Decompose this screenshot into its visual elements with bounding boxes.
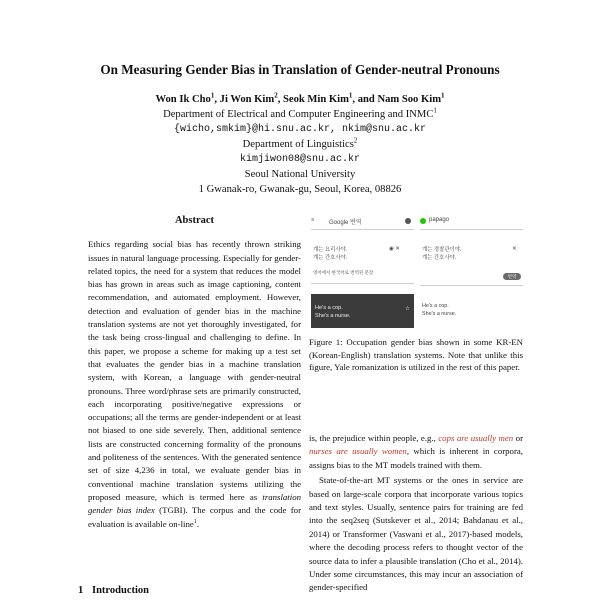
body-paragraph: State-of-the-art MT systems or the ones in service are based on large-scale corpora that incorporate various topics and text styles. Usually, sentence pairs for training are fed into the seq2seq (Sutskever et al., 2014; Bahdanau et al., 2014) or Transformer (Vaswani et al., 2017)-based models, where the decoding process refers to thought vector of the source data to infer a plausible translation (Cho et al., 2014). Under some circumstances, this may incur an association of gender-specified	[309, 475, 523, 593]
avatar-icon	[405, 218, 411, 224]
email-1: {wicho,smkim}@hi.snu.ac.kr, nkim@snu.ac.kr	[173, 124, 427, 135]
highlighted-example: nurses are usually women	[309, 446, 407, 457]
department-1-text: Department of Electrical and Computer Engineering and INMC	[163, 109, 434, 120]
abstract-text-part: .	[196, 518, 199, 529]
abstract-text	[88, 238, 301, 531]
abstract-column	[88, 214, 301, 531]
source-line: 걔는 요리사야.	[313, 247, 348, 253]
affiliation-mark: 1	[210, 91, 215, 100]
abstract-text-part: Ethics regarding social bias has recently thrown striking issues in natural language processing. Especially for gender-related topics, the need for a system that reduces the model bias has grown in areas such as image captioning, content recommendation, and automated employment. However, detection and evaluation of gender bias in the machine translation systems are not yet thoroughly investigated, for the task being cross-lingual and challenging to define. In this paper, we propose a scheme for making up a test set that evaluates the gender bias in a machine translation system, with Korean, a language with gender-neutral pronouns. Three word/phrase sets are primarily constructed, each incorporating positive/negative expressions or occupations; all the terms are gender-independent or at least not biased to one side severely. Then, additional sentence lists are constructed concerning formality of the pronouns and politeness of the sentences. With the generated sentence set of size 4,236 in total, we evaluate gender bias in conventional machine translation systems utilizing the proposed measure, which is termed here as	[88, 239, 301, 502]
author-name: Seok Min Kim	[283, 94, 349, 105]
affiliation-mark: 1	[433, 106, 437, 115]
affiliation-mark: 1	[348, 91, 353, 100]
divider	[311, 283, 414, 284]
highlighted-example: cops are usually men	[438, 433, 514, 443]
section-title: Introduction	[92, 585, 149, 596]
section-heading	[78, 585, 149, 596]
address: 1 Gwanak-ro, Gwanak-gu, Seoul, Korea, 08826	[198, 184, 402, 195]
google-translate-panel	[309, 213, 416, 329]
author-name: Nam Soo Kim	[377, 94, 442, 105]
output-line: He's a cop.	[422, 303, 449, 309]
papago-panel	[418, 213, 523, 329]
affiliation-mark: 1	[441, 91, 445, 100]
hint-text: 영어에서 한국어로 번역된 문장	[313, 270, 374, 275]
abstract-term: translation gender bias index	[88, 491, 301, 516]
papago-header: papago	[429, 217, 450, 223]
body-text: or	[513, 433, 523, 443]
university: Seoul National University	[244, 169, 356, 180]
body-text: is, the prejudice within people, e.g.,	[309, 433, 439, 443]
source-line: 걔는 간호사야.	[422, 255, 457, 261]
translate-badge: 번역	[503, 273, 521, 280]
translation-output-box	[311, 294, 414, 328]
department-2	[0, 137, 600, 152]
author-block	[0, 92, 600, 197]
footnote-mark: 1	[193, 518, 197, 525]
divider	[311, 229, 414, 230]
google-header: Google 번역	[329, 220, 362, 226]
body-column	[309, 432, 523, 597]
figure-caption: Figure 1: Occupation gender bias shown in some KR-EN (Korean-English) translation systems. Note that unlike this figure, Yale romanization is utilized in the rest of this paper.	[309, 337, 523, 372]
output-line: She's a nurse.	[422, 311, 457, 317]
divider	[420, 229, 523, 230]
author-separator: ,	[214, 94, 220, 105]
menu-icon: ≡	[311, 217, 315, 223]
star-icon: ☆	[405, 306, 410, 312]
author-name: Ji Won Kim	[219, 94, 275, 105]
speaker-icon: ◉ ✕	[389, 246, 400, 252]
author-names	[0, 92, 600, 107]
output-line: He's a cop.	[315, 305, 343, 311]
body-text: , which is inherent in corpora, assigns bias to the MT models trained with them.	[309, 446, 523, 470]
source-line: 걔는 간호사야.	[313, 255, 348, 261]
abstract-heading: Abstract	[174, 215, 215, 226]
abstract-text-part: (TGBI). The corpus and the code for evaluation is available on-line	[88, 505, 301, 529]
source-line: 걔는 경찰관이야.	[422, 247, 462, 253]
body-paragraph	[309, 432, 523, 472]
figure-1	[309, 213, 523, 329]
close-icon: ✕	[512, 246, 517, 252]
email-2: kimjiwon08@snu.ac.kr	[239, 154, 361, 165]
author-separator: , and	[352, 94, 378, 105]
department-2-text: Department of Linguistics	[242, 139, 354, 150]
divider	[420, 285, 523, 286]
affiliation-mark: 2	[274, 91, 278, 100]
author-separator: ,	[277, 94, 283, 105]
section-number: 1	[78, 585, 84, 596]
affiliation-mark: 2	[353, 136, 358, 145]
paper-title: On Measuring Gender Bias in Translation of Gender-neutral Pronouns	[100, 62, 500, 77]
author-name: Won Ik Cho	[155, 94, 211, 105]
papago-logo-icon	[420, 218, 426, 224]
department-1	[0, 107, 600, 122]
output-line: She's a nurse.	[315, 313, 351, 319]
